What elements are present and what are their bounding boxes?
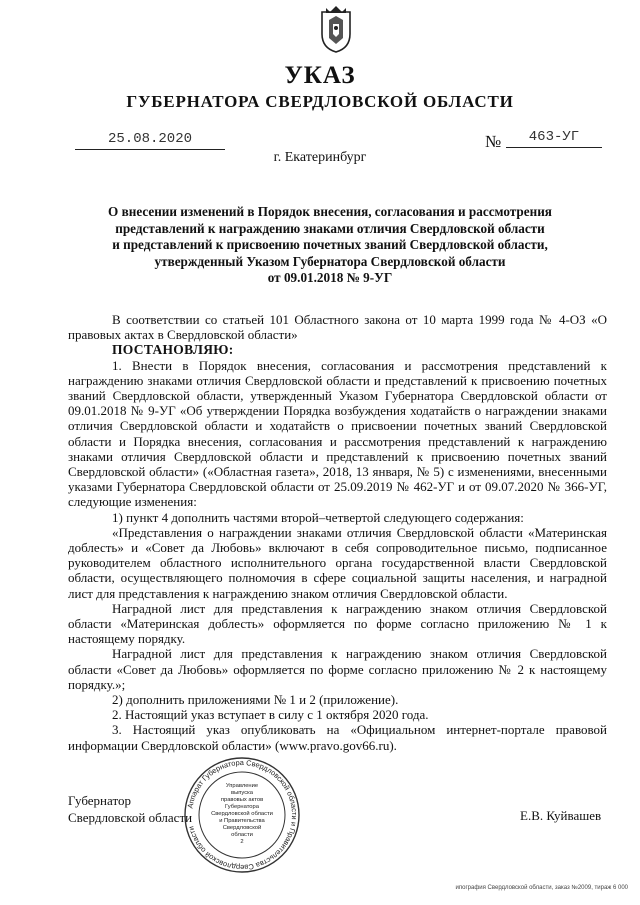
- heading-line: утвержденный Указом Губернатора Свердловской области: [154, 253, 506, 269]
- paragraph-2: 2. Настоящий указ вступает в силу с 1 октября 2020 года.: [112, 707, 429, 723]
- document-subtitle: ГУБЕРНАТОРА СВЕРДЛОВСКОЙ ОБЛАСТИ: [126, 92, 514, 111]
- heading-line: от 09.01.2018 № 9-УГ: [267, 270, 393, 285]
- quote-paragraph-3: Наградной лист для представления к награждению знаком отличия Свердловской области «Совет да Любовь» оформляется по форме согласно приложению № 2 к настоящему порядку.»;: [68, 646, 607, 692]
- intro-paragraph: В соответствии со статьей 101 Областного закона от 10 марта 1999 года № 4-ОЗ «О правовых актах в Свердловской области»: [68, 312, 607, 343]
- paragraph-3: 3. Настоящий указ опубликовать на «Официальном интернет-портале правовой информации Свердловской области» (www.pravo.gov66.ru).: [68, 722, 607, 753]
- printing-note: ипография Свердловской области, заказ №2009, тираж 6 000: [455, 885, 628, 891]
- coat-of-arms-emblem: [316, 4, 356, 54]
- decree-body: [68, 312, 607, 753]
- svg-text:области: области: [231, 832, 253, 838]
- signature-position: [68, 792, 192, 826]
- decree-number: 463-УГ: [506, 129, 602, 148]
- city-line: г. Екатеринбург: [273, 150, 367, 165]
- svg-text:Аппарат Губернатора Свердловск: Аппарат Губернатора Свердловской области и Правительства Свердловской области: [185, 757, 300, 873]
- svg-text:2: 2: [240, 839, 244, 845]
- svg-text:Управление: Управление: [225, 783, 259, 789]
- paragraph-1: 1. Внести в Порядок внесения, согласования и рассмотрения представлений к награждению знаками отличия Свердловской области и представлений к присвоению почетных званий Свердловской области, утвержденный Указом Губернатора Свердловской области от 09.01.2018 № 9-УГ «Об утверждении Порядка возбуждения ходатайств о награждении знаками отличия Свердловской области и ходатайств о присвоении почетных званий Свердловской области и Порядка внесения, согласования и рассмотрения представлений к награждению знаками отличия Свердловской области и представлений к присвоению почетных званий Свердловской области» («Областная газета», 2018, 13 января, № 5) с изменениями, внесенными указами Губернатора Свердловской области от 25.09.2019 № 462-УГ и от 09.07.2020 № 366-УГ, следующие изменения:: [68, 357, 607, 510]
- svg-text:выпуска: выпуска: [230, 790, 254, 796]
- quote-paragraph-1: «Представления о награждении знаками отличия Свердловской области «Материнская доблесть» и «Совет да Любовь» включают в себя сопроводительное письмо, подписанное руководителем областного исполнительного органа государственной власти Свердловской области, осуществляющего полномочия в сфере социальной защиты населения, и наградной лист для представления к награждению знаком отличия Свердловской области.: [68, 524, 607, 601]
- svg-text:Свердловской области: Свердловской области: [211, 811, 273, 817]
- decree-heading: [90, 204, 570, 287]
- paragraph-1-subitem-2: 2) дополнить приложениями № 1 и 2 (приложение).: [112, 692, 399, 708]
- number-label: №: [485, 132, 502, 151]
- heading-line: и представлений к присвоению почетных званий Свердловской области,: [112, 237, 548, 252]
- document-title: УКАЗ: [284, 62, 356, 89]
- official-stamp: [182, 755, 302, 875]
- decree-date: 25.08.2020: [75, 131, 225, 150]
- signatory-name: Е.В. Куйвашев: [520, 808, 602, 823]
- postanovlyayu-heading: ПОСТАНОВЛЯЮ:: [112, 342, 234, 358]
- heading-line: О внесении изменений в Порядок внесения, согласования и рассмотрения: [108, 204, 552, 219]
- paragraph-1-subitem-1: 1) пункт 4 дополнить частями второй–четвертой следующего содержания:: [112, 509, 524, 525]
- svg-text:Губернатора: Губернатора: [225, 804, 259, 810]
- svg-text:и Правительства: и Правительства: [219, 818, 265, 824]
- signature-position-line: Губернатор: [68, 793, 131, 808]
- signature-position-line: Свердловской области: [68, 810, 193, 825]
- heading-line: представлений к награждению знаками отличия Свердловской области: [115, 220, 545, 236]
- svg-text:Свердловской: Свердловской: [222, 825, 262, 831]
- quote-paragraph-2: Наградной лист для представления к награждению знаком отличия Свердловской области «Материнская доблесть» оформляется по форме согласно приложению № 1 к настоящему порядку.: [68, 600, 607, 647]
- svg-text:правовых актов: правовых актов: [220, 797, 264, 803]
